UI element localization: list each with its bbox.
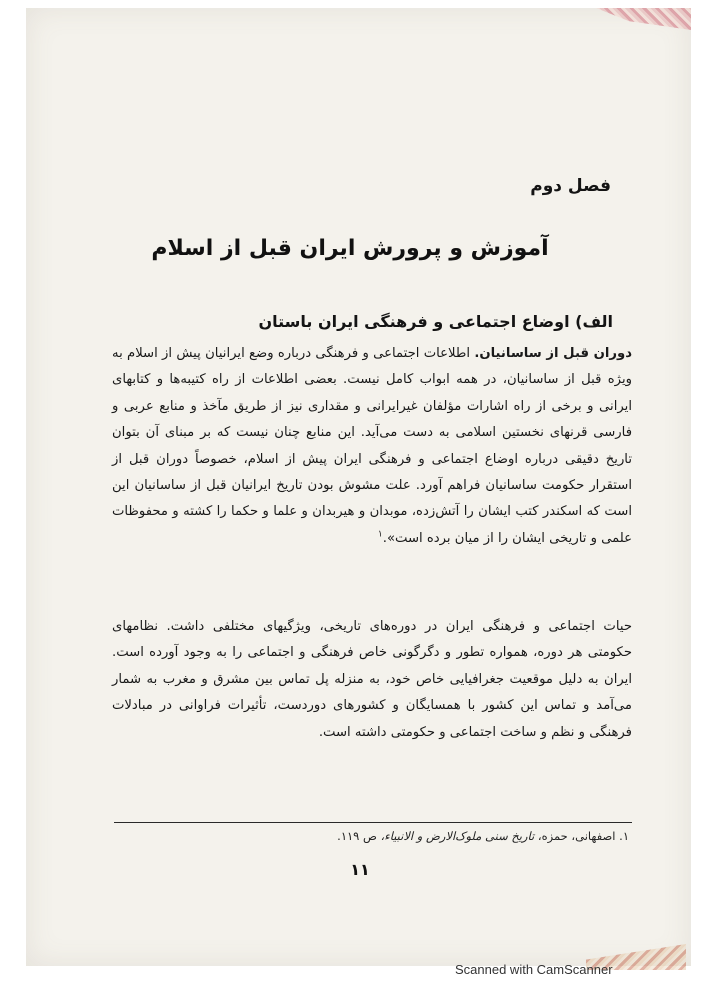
footnote-reference: ۱ bbox=[377, 529, 383, 540]
scanner-watermark: Scanned with CamScanner bbox=[455, 962, 613, 977]
paragraph-2: حیات اجتماعی و فرهنگی ایران در دوره‌های تاریخی، ویژگیهای مختلفی داشت. نظامهای حکومتی هر دوره، همواره تطور و دگرگونی خاص فرهنگی و اجتماعی را به وجود آورده است. ایران به دلیل موقعیت جغرافیایی خاص خود، به منزله پل تماس بین مشرق و مغرب به شمار می‌آمد و تماس این کشور با همسایگان و کشورهای دوردست، تأثیرات فراوانی در مبادلات فرهنگی و نظم و ساخت اجتماعی و حکومتی داشته است. bbox=[112, 619, 632, 740]
page-edge-decoration bbox=[596, 8, 691, 30]
footnote-number: ۱. bbox=[619, 829, 629, 843]
paragraph-1 bbox=[112, 341, 632, 552]
section-heading: الف) اوضاع اجتماعی و فرهنگی ایران باستان bbox=[258, 312, 613, 331]
footnote bbox=[337, 829, 629, 843]
page-number: ۱۱ bbox=[350, 860, 370, 879]
footnote-divider bbox=[114, 822, 632, 823]
paragraph-lead: دوران قبل از ساسانیان. bbox=[474, 346, 632, 361]
chapter-title: آموزش و پرورش ایران قبل از اسلام bbox=[151, 236, 549, 261]
paragraph-1-body: اطلاعات اجتماعی و فرهنگی درباره وضع ایرانیان پیش از اسلام به ویژه قبل از ساسانیان، در همه ابواب کامل نیست. بعضی اطلاعات از راه کتیبه‌ها و کتابهای ایرانی و برخی از راه اشارات مؤلفان غیرایرانی و مقداری نیز از طریق مآخذ و منابع عربی و فارسی قرنهای نخستین اسلامی به دست می‌آید. این منابع چنان نیست که بر مبنای آن بتوان تاریخ دقیقی درباره اوضاع اجتماعی و فرهنگی ایران پیش از اسلام، خصوصاً دوران قبل از استقرار حکومت ساسانیان فراهم آورد. علت مشوش بودن تاریخ ایرانیان قبل از ساسانیان این است که اسکندر کتب ایشان را آتش‌زده، موبدان و هیربدان و علما و حکما را کشته و محفوظات علمی و تاریخی ایشان را از میان برده است». bbox=[112, 346, 632, 546]
chapter-label: فصل دوم bbox=[530, 176, 611, 196]
footnote-author: اصفهانی، حمزه، bbox=[537, 829, 616, 843]
footnote-page: ص ۱۱۹. bbox=[337, 829, 377, 843]
footnote-book-title: تاریخ سنی ملوک‌الارض و الانبیاء، bbox=[380, 829, 535, 843]
